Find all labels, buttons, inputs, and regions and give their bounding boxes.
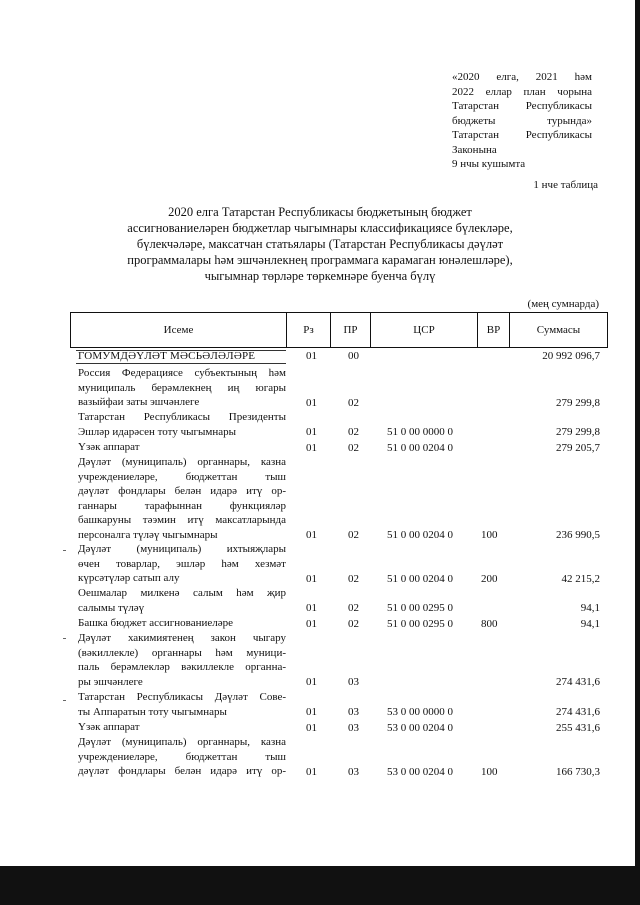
row-name-line: Эшләр идарәсен тоту чыгымнары [78, 425, 237, 438]
row-sum: 94,1 [580, 602, 600, 614]
row-sum: 279 205,7 [556, 442, 600, 454]
scan-mark [63, 638, 66, 639]
header-sum: Суммасы [509, 313, 607, 347]
table-row [78, 720, 600, 735]
row-csr: 51 0 00 0295 0 [387, 618, 453, 630]
row-name-line: Дәүләт (муниципаль) ихтыяҗлары [78, 543, 286, 555]
law-reference [452, 70, 592, 172]
row-rz: 01 [306, 766, 317, 778]
title-line: чыгымнар төрләре төркемнәре буенча бүлү [204, 269, 436, 283]
table-row [78, 735, 600, 779]
law-reference-line: бюджеты турында» [452, 114, 592, 127]
law-reference-line: Татарстан Республикасы [452, 100, 592, 112]
row-pr: 02 [348, 618, 359, 630]
row-rz: 01 [306, 426, 317, 438]
law-reference-line: Татарстан Республикасы [452, 129, 592, 141]
law-reference-line: Законына [452, 143, 497, 156]
row-name-line: вазыйфаи заты эшчәнлеге [78, 396, 200, 408]
row-rz: 01 [306, 618, 317, 630]
row-pr: 02 [348, 529, 359, 541]
row-rz: 01 [306, 722, 317, 734]
row-rz: 01 [306, 397, 317, 409]
table-row [78, 690, 600, 719]
law-reference-line: «2020 елга, 2021 һәм [452, 71, 592, 83]
row-name [78, 586, 286, 615]
row-name-line: салымы түләү [78, 601, 145, 614]
row-sum: 236 990,5 [556, 529, 600, 541]
row-name [78, 690, 286, 719]
scan-mark [63, 550, 66, 551]
row-name [78, 366, 286, 410]
title-line: программалары һәм эшчәнлекнең программага карамаган юнәлешләре), [127, 253, 513, 267]
row-pr: 02 [348, 426, 359, 438]
row-name [78, 631, 286, 689]
title-line: 2020 елга Татарстан Республикасы бюджетының бюджет [168, 205, 472, 219]
row-name-line: Татарстан Республикасы Дәүләт Сове- [78, 691, 286, 703]
row-rz: 01 [306, 676, 317, 688]
row-csr: 51 0 00 0204 0 [387, 529, 453, 541]
row-csr: 51 0 00 0000 0 [387, 426, 453, 438]
table-row [78, 455, 600, 542]
row-vr: 100 [481, 766, 498, 778]
row-name [78, 349, 286, 364]
row-name-line: ганнары тарафыннан функцияләр [78, 499, 286, 512]
header-rz: Рз [286, 313, 330, 347]
row-sum: 94,1 [580, 618, 600, 630]
row-name-line: Россия Федерациясе субъектының һәм [78, 367, 286, 379]
row-name-line: персоналга түләү чыгымнары [78, 528, 218, 541]
row-vr: 100 [481, 529, 498, 541]
row-name [78, 410, 286, 439]
row-csr: 53 0 00 0000 0 [387, 706, 453, 718]
row-name-line: күрсәтүләр сатып алу [78, 572, 180, 584]
row-sum: 274 431,6 [556, 676, 600, 688]
row-sum: 166 730,3 [556, 766, 600, 778]
row-name-line: дәүләт фондлары белән идарә итү ор- [78, 765, 286, 777]
row-pr: 02 [348, 573, 359, 585]
row-csr: 51 0 00 0204 0 [387, 573, 453, 585]
law-reference-line: 9 нчы кушымта [452, 158, 526, 170]
units-note: (мең сумнарда) [527, 298, 599, 310]
table-row [78, 616, 600, 631]
row-name-line: муниципаль берәмлекнең иң югары [78, 381, 286, 394]
header-name: Исеме [163, 324, 194, 336]
table-row [78, 366, 600, 410]
row-name-line: Башка бюджет ассигнованиеләре [78, 617, 233, 629]
row-sum: 279 299,8 [556, 426, 600, 438]
table-row [78, 440, 600, 455]
table-row [78, 542, 600, 586]
table-number: 1 нче таблица [533, 179, 598, 191]
row-name-line: Үзәк аппарат [78, 721, 140, 733]
row-name-line: ры эшчәнлеге [78, 675, 143, 688]
row-name-line: Үзәк аппарат [78, 441, 140, 453]
row-name [78, 542, 286, 586]
row-sum: 255 431,6 [556, 722, 600, 734]
row-name-line: паль берәмлекләр вәкиллекле органна- [78, 661, 286, 673]
row-rz: 01 [306, 602, 317, 614]
row-pr: 03 [348, 722, 359, 734]
title-line: бүлекчәләре, максатчан статьялары (Татарстан Республикасы дәүләт [136, 237, 504, 251]
scan-mark [63, 700, 66, 701]
row-pr: 02 [348, 442, 359, 454]
row-name-line: Дәүләт (муниципаль) органнары, казна [78, 736, 286, 748]
row-rz: 01 [306, 350, 317, 362]
row-rz: 01 [306, 529, 317, 541]
row-name-line: ГОМУМДӘҮЛӘТ МӘСЬӘЛӘЛӘРЕ [78, 350, 256, 362]
row-sum: 20 992 096,7 [542, 350, 600, 362]
row-name-line: (вәкиллекле) органнары һәм муници- [78, 646, 286, 659]
scan-edge-bottom [0, 866, 640, 905]
row-pr: 02 [348, 397, 359, 409]
row-vr: 200 [481, 573, 498, 585]
table-row [78, 631, 600, 689]
row-csr: 53 0 00 0204 0 [387, 722, 453, 734]
row-sum: 274 431,6 [556, 706, 600, 718]
row-name-line: учреждениеләре, бюджеттан тыш [78, 750, 286, 763]
row-name-line: Дәүләт хакимиятенең закон чыгару [78, 632, 286, 644]
row-name [78, 735, 286, 779]
row-name [78, 455, 286, 542]
row-csr: 53 0 00 0204 0 [387, 766, 453, 778]
row-pr: 03 [348, 676, 359, 688]
table-row [78, 410, 600, 439]
header-pr: ПР [330, 313, 370, 347]
document-title [100, 204, 540, 284]
header-vr: ВР [477, 313, 509, 347]
row-name-line: дәүләт фондлары белән идарә итү ор- [78, 485, 286, 497]
row-pr: 03 [348, 766, 359, 778]
row-rz: 01 [306, 442, 317, 454]
row-name-line: башкаруны тәэмин итү максатларында [78, 514, 286, 526]
row-name-line: учреждениеләре, бюджеттан тыш [78, 470, 286, 483]
row-rz: 01 [306, 573, 317, 585]
row-name [78, 720, 286, 735]
row-name-line: ты Аппаратын тоту чыгымнары [78, 705, 227, 718]
table-header [70, 312, 608, 348]
row-rz: 01 [306, 706, 317, 718]
row-name-line: Оешмалар милкенә салым һәм җир [78, 587, 286, 599]
row-pr: 00 [348, 350, 359, 362]
row-csr: 51 0 00 0295 0 [387, 602, 453, 614]
row-name-line: Дәүләт (муниципаль) органнары, казна [78, 456, 286, 468]
header-csr: ЦСР [370, 313, 477, 347]
table-row [78, 349, 600, 363]
row-name [78, 616, 286, 631]
row-vr: 800 [481, 618, 498, 630]
row-csr: 51 0 00 0204 0 [387, 442, 453, 454]
scan-edge-right [635, 0, 640, 905]
row-pr: 03 [348, 706, 359, 718]
law-reference-line: 2022 еллар план чорына [452, 85, 592, 98]
row-pr: 02 [348, 602, 359, 614]
row-sum: 42 215,2 [561, 573, 600, 585]
row-name [78, 440, 286, 455]
row-sum: 279 299,8 [556, 397, 600, 409]
row-name-line: өчен товарлар, эшләр һәм хезмәт [78, 557, 286, 570]
row-name-line: Татарстан Республикасы Президенты [78, 411, 286, 423]
title-line: ассигнованиеләрен бюджетлар чыгымнары классификациясе бүлекләре, [127, 221, 513, 235]
table-row [78, 586, 600, 615]
